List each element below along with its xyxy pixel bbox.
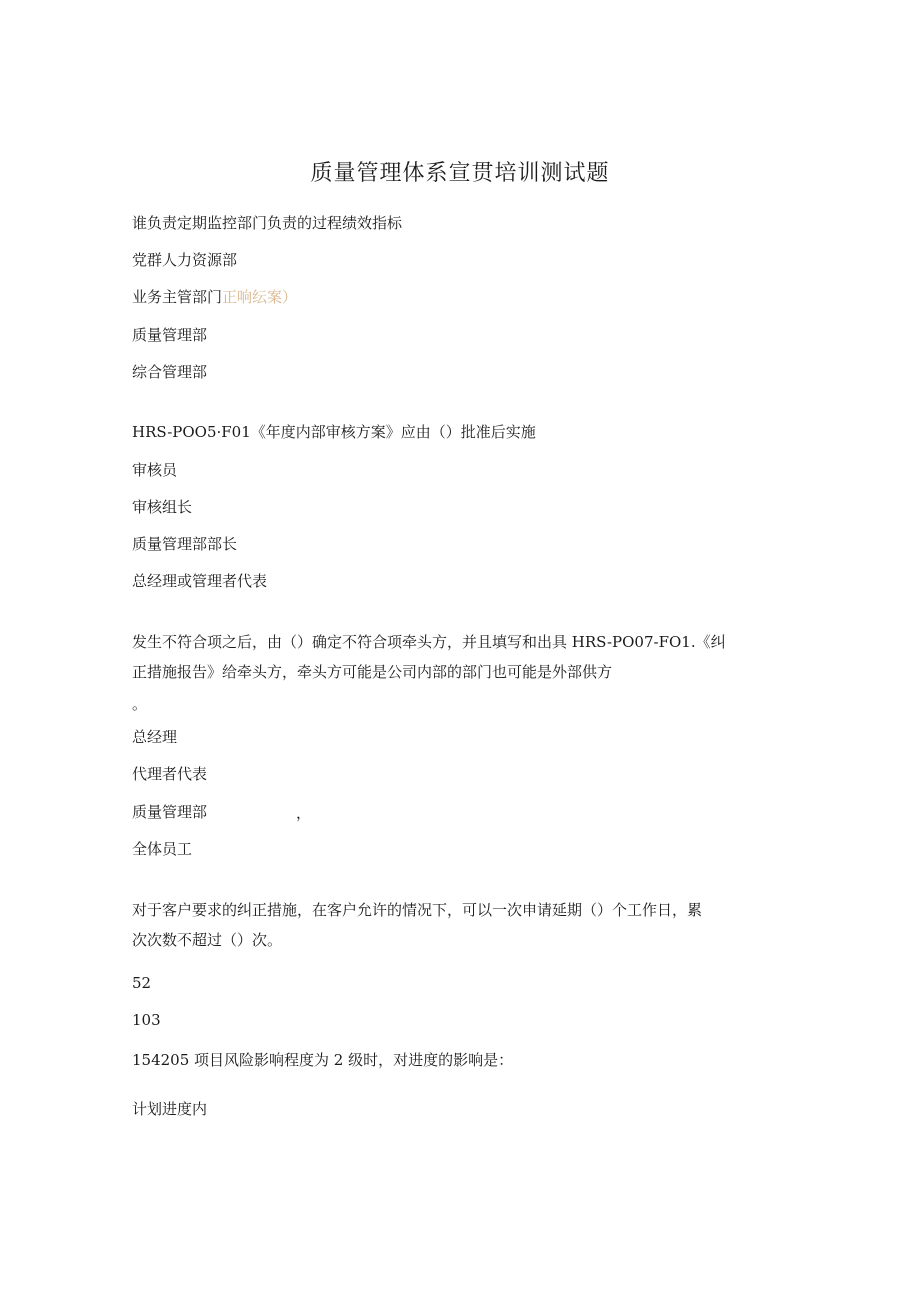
question-4-text-line-2: 次次数不超过（）次。 bbox=[132, 931, 283, 949]
question-2-option-c: 质量管理部部长 bbox=[132, 535, 238, 553]
question-3-option-c: 质量管理部 bbox=[132, 803, 208, 821]
question-2-option-b: 审核组长 bbox=[132, 498, 193, 516]
question-3-option-b: 代理者代表 bbox=[132, 765, 208, 783]
question-3-text-line-2: 正措施报告》给牵头方，牵头方可能是公司内部的部门也可能是外部供方 bbox=[132, 663, 613, 681]
question-2-option-a: 审核员 bbox=[132, 461, 178, 479]
question-5-option-a: 计划进度内 bbox=[132, 1100, 208, 1118]
question-4-text-line-1: 对于客户要求的纠正措施，在客户允许的情况下，可以一次申请延期（）个工作日，累 bbox=[132, 901, 703, 919]
question-2-text: HRS-POO5·F01《年度内部审核方案》应由（）批准后实施 bbox=[132, 423, 536, 441]
question-2-option-d: 总经理或管理者代表 bbox=[132, 572, 268, 590]
option-text: 业务主管部门 bbox=[132, 288, 223, 306]
question-3-text-line-3: 。 bbox=[132, 695, 148, 713]
question-1-text: 谁负责定期监控部门负责的过程绩效指标 bbox=[132, 214, 403, 232]
question-3-option-d: 全体员工 bbox=[132, 840, 193, 858]
question-1-option-c: 质量管理部 bbox=[132, 326, 208, 344]
question-4-option-a: 52 bbox=[132, 974, 152, 992]
question-3-option-a: 总经理 bbox=[132, 728, 178, 746]
question-1-option-d: 综合管理部 bbox=[132, 363, 208, 381]
question-4-option-b: 103 bbox=[132, 1011, 161, 1029]
question-5-text: 154205 项目风险影响程度为 2 级时，对进度的影响是： bbox=[132, 1051, 514, 1069]
question-3-text-line-1: 发生不符合项之后，由（）确定不符合项牵头方，并且填写和出具 HRS-PO07-FO1.《纠 bbox=[132, 633, 726, 651]
stray-comma: ， bbox=[296, 804, 312, 822]
document-title: 质量管理体系宣贯培训测试题 bbox=[310, 161, 610, 186]
question-1-option-b bbox=[132, 287, 297, 307]
answer-annotation: 正响纭案） bbox=[222, 288, 298, 306]
question-1-option-a: 党群人力资源部 bbox=[132, 251, 238, 269]
